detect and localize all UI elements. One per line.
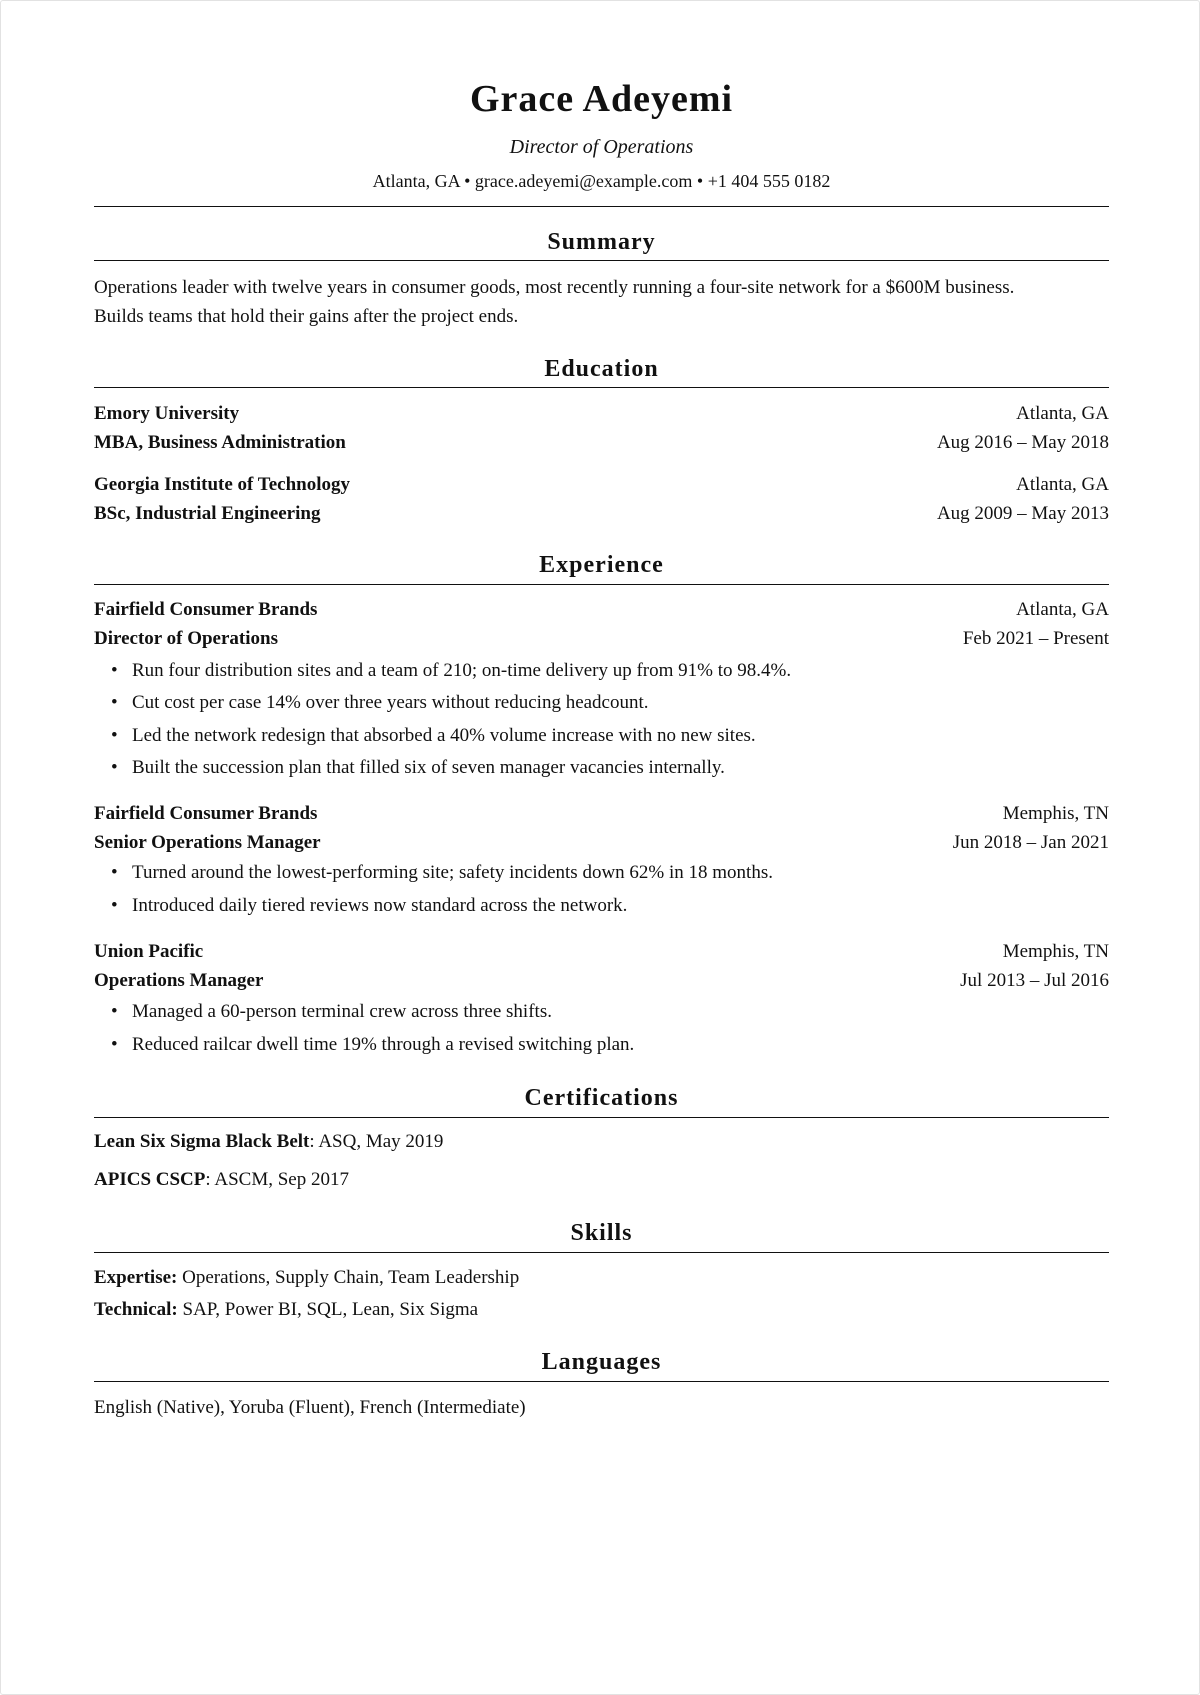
section-title-summary: Summary (547, 229, 656, 255)
bullet-icon: • (111, 895, 118, 916)
header-divider (94, 206, 1109, 207)
section-title-experience: Experience (539, 552, 664, 578)
job-role: Operations Manager (94, 970, 264, 991)
company-name: Fairfield Consumer Brands (94, 803, 318, 824)
degree-dates: Aug 2009 – May 2013 (936, 503, 1109, 524)
bullet-icon: • (111, 692, 118, 713)
resume-page: Grace Adeyemi Director of Operations Atlanta, GA • grace.adeyemi@example.com • +1 404 555 0182 Summary Operations leader with twelve years in consumer goods, most recently running a four-site network for a $600M business. Builds teams that hold their gains after the project ends. Education Emory University Atlanta, GA MBA, Business Administration Aug 2016 – May 2018 Georgia Institute of Technology Atlanta, GA BSc, Industrial Engineering Aug 2009 – May 2013 Experience Fairfield Consumer Brands Atlanta, GA Director of Operations Feb 2021 – Present • Run four distribution sites and a team of 210; on-time delivery up from 91% to 98.4%. • Cut cost per case 14% over three years without reducing headcount. • Led the network redesign that absorbed a 40% volume increase with no new sites. • Built the succession plan that filled six of seven manager vacancies internally. Fairfield Consumer Brands Memphis, TN Senior Operations Manager Jun 2018 – Jan 2021 • Turned around the lowest-performing site; safety incidents down 62% in 18 months. • Introduced daily tiered reviews now standard across the network. Union Pacific Memphis, TN Operations Manager Jul 2013 – Jul 2016 • Managed a 60-person terminal crew across three shifts. • Reduced railcar dwell time 19% through a revised switching plan. Certifications Lean Six Sigma Black Belt: ASQ, May 2019 APICS CSCP: ASCM, Sep 2017 Skills Expertise: Operations, Supply Chain, Team Leadership Technical: SAP, Power BI, SQL, Lean, Six Sigma Languages English (Native), Yoruba (Fluent), French (Intermediate) (0, 0, 1200, 1695)
degree-dates: Aug 2016 – May 2018 (936, 432, 1109, 453)
section-title-languages: Languages (541, 1349, 662, 1375)
job-location: Memphis, TN (1002, 941, 1109, 962)
bullet-icon: • (111, 660, 118, 681)
languages-text: English (Native), Yoruba (Fluent), French (Intermediate) (94, 1397, 526, 1418)
bullet-icon: • (111, 1034, 118, 1055)
section-title-certifications: Certifications (524, 1085, 679, 1111)
summary-divider (94, 260, 1109, 261)
candidate-name: Grace Adeyemi (469, 78, 734, 120)
job-location: Memphis, TN (1002, 803, 1109, 824)
school-name: Georgia Institute of Technology (94, 474, 350, 495)
certifications-divider (94, 1117, 1109, 1118)
job-dates: Jul 2013 – Jul 2016 (960, 970, 1109, 991)
company-name: Union Pacific (94, 941, 204, 962)
school-name: Emory University (94, 403, 240, 424)
job-role: Senior Operations Manager (94, 832, 321, 853)
summary-line-1: Operations leader with twelve years in consumer goods, most recently running a four-site network for a $600M business. (94, 277, 1015, 298)
education-divider (94, 387, 1109, 388)
bullet-icon: • (111, 725, 118, 746)
certification-item: Lean Six Sigma Black Belt: ASQ, May 2019 (94, 1131, 444, 1152)
degree-name: BSc, Industrial Engineering (94, 503, 321, 524)
bullet-icon: • (111, 757, 118, 778)
degree-name: MBA, Business Administration (94, 432, 346, 453)
job-dates: Jun 2018 – Jan 2021 (952, 832, 1109, 853)
job-location: Atlanta, GA (1016, 599, 1109, 620)
job-dates: Feb 2021 – Present (962, 628, 1109, 649)
school-location: Atlanta, GA (1016, 474, 1109, 495)
school-location: Atlanta, GA (1016, 403, 1109, 424)
summary-line-2: Builds teams that hold their gains after the project ends. (94, 306, 519, 327)
job-role: Director of Operations (94, 628, 278, 649)
skills-item: Technical: SAP, Power BI, SQL, Lean, Six Sigma (94, 1299, 479, 1320)
bullet-icon: • (111, 1001, 118, 1022)
bullet-icon: • (111, 862, 118, 883)
contact-line: Atlanta, GA • grace.adeyemi@example.com • +1 404 555 0182 (372, 171, 831, 191)
candidate-title: Director of Operations (509, 136, 694, 158)
certification-item: APICS CSCP: ASCM, Sep 2017 (94, 1169, 349, 1190)
languages-divider (94, 1381, 1109, 1382)
company-name: Fairfield Consumer Brands (94, 599, 318, 620)
experience-divider (94, 584, 1109, 585)
skills-item: Expertise: Operations, Supply Chain, Team Leadership (94, 1267, 520, 1288)
section-title-skills: Skills (570, 1220, 633, 1246)
section-title-education: Education (544, 356, 659, 382)
skills-divider (94, 1252, 1109, 1253)
